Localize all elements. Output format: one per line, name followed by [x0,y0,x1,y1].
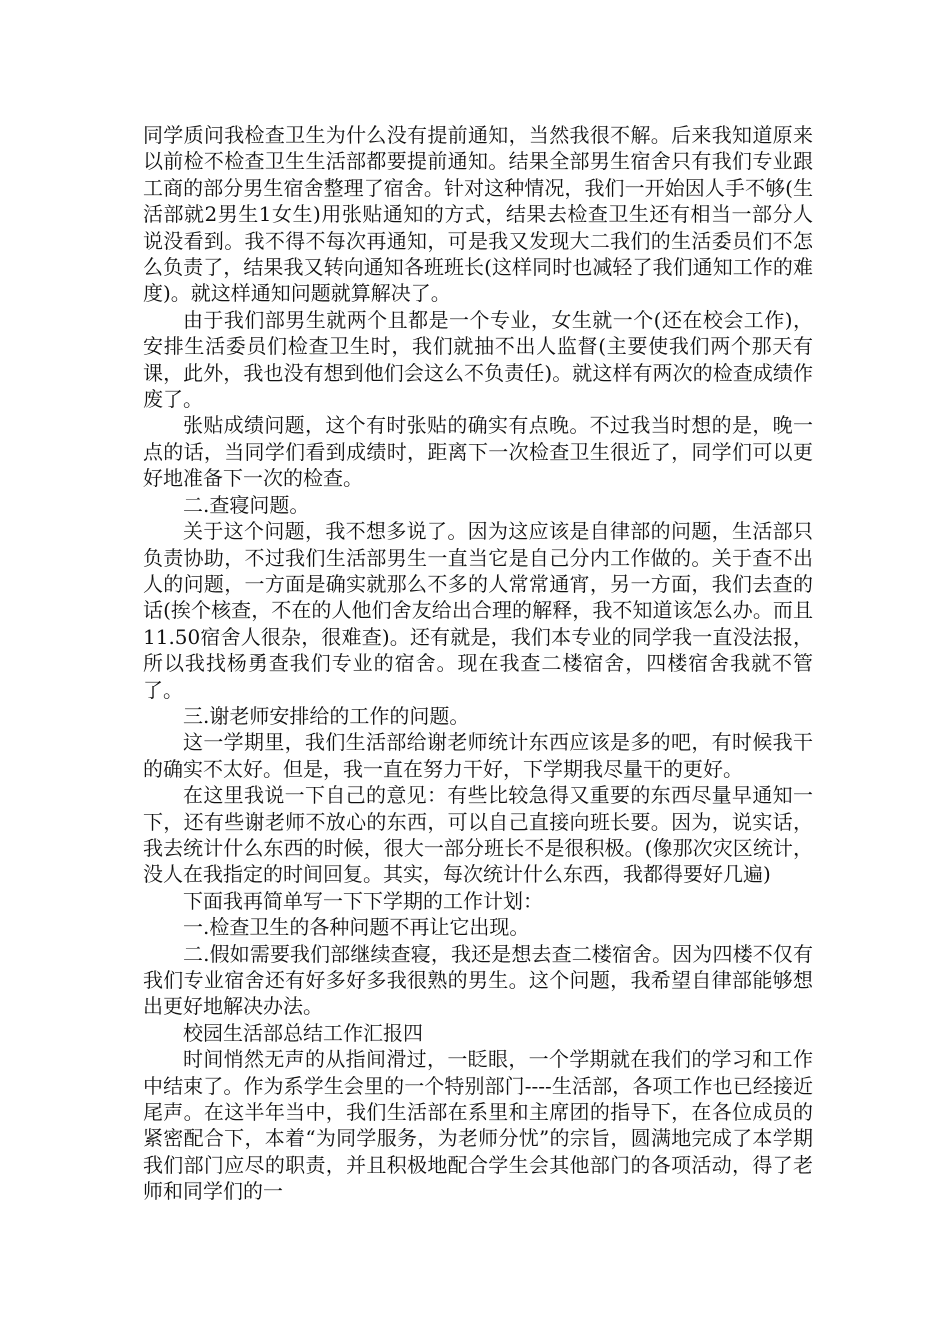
report-title-4: 校园生活部总结工作汇报四 [183,1020,423,1045]
paragraph-2: 由于我们部男生就两个且都是一个专业，女生就一个(还在校会工作)，安排生活委员们检查卫生时，我们就抽不出人监督(主要使我们两个那天有课，此外，我也没有想到他们会这么不负责任)。就这样有两次的检查成绩作废了。 [143,307,813,412]
document-body [143,122,813,1205]
paragraph-4: 关于这个问题，我不想多说了。因为这应该是自律部的问题，生活部只负责协助，不过我们生活部男生一直当它是自己分内工作做的。关于查不出人的问题，一方面是确实就那么不多的人常常通宵，另一方面，我们去查的话(挨个核查，不在的人他们舍友给出合理的解释，我不知道该怎么办。而且11.50宿舍人很杂，很难查)。还有就是，我们本专业的同学我一直没法报，所以我找杨勇查我们专业的宿舍。现在我查二楼宿舍，四楼宿舍我就不管了。 [143,519,813,702]
plan-item-1: 一.检查卫生的各种问题不再让它出现。 [183,915,530,940]
paragraph-7: 时间悄然无声的从指间滑过，一眨眼，一个学期就在我们的学习和工作中结束了。作为系学生会里的一个特别部门----生活部，各项工作也已经接近尾声。在这半年当中，我们生活部在系里和主席团的指导下，在各位成员的紧密配合下，本着“为同学服务，为老师分忧”的宗旨，圆满地完成了本学期我们部门应尽的职责，并且积极地配合学生会其他部门的各项活动，得了老师和同学们的一 [143,1047,813,1204]
plan-intro: 下面我再简单写一下下学期的工作计划： [183,888,543,913]
paragraph-6: 在这里我说一下自己的意见：有些比较急得又重要的东西尽量早通知一下，还有些谢老师不放心的东西，可以自己直接向班长要。因为，说实话，我去统计什么东西的时候，很大一部分班长不是很积极。(像那次灾区统计，没人在我指定的时间回复。其实，每次统计什么东西，我都得要好几遍) [143,783,813,887]
plan-item-2: 二.假如需要我们部继续查寝，我还是想去查二楼宿舍。因为四楼不仅有我们专业宿舍还有好多好多我很熟的男生。这个问题，我希望自律部能够想出更好地解决办法。 [143,941,813,1019]
paragraph-3: 张贴成绩问题，这个有时张贴的确实有点晚。不过我当时想的是，晚一点的话，当同学们看到成绩时，距离下一次检查卫生很近了，同学们可以更好地准备下一次的检查。 [143,413,813,491]
section-heading-2: 二.查寝问题。 [183,492,310,517]
section-heading-3: 三.谢老师安排给的工作的问题。 [183,703,470,728]
paragraph-1: 同学质问我检查卫生为什么没有提前通知，当然我很不解。后来我知道原来以前检不检查卫生生活部都要提前通知。结果全部男生宿舍只有我们专业跟工商的部分男生宿舍整理了宿舍。针对这种情况，我们一开始因人手不够(生活部就2男生1女生)用张贴通知的方式，结果去检查卫生还有相当一部分人说没看到。我不得不每次再通知，可是我又发现大二我们的生活委员们不怎么负责了，结果我又转向通知各班班长(这样同时也减轻了我们通知工作的难度)。就这样通知问题就算解决了。 [143,123,813,306]
paragraph-5: 这一学期里，我们生活部给谢老师统计东西应该是多的吧，有时候我干的确实不太好。但是，我一直在努力干好，下学期我尽量干的更好。 [143,730,813,781]
